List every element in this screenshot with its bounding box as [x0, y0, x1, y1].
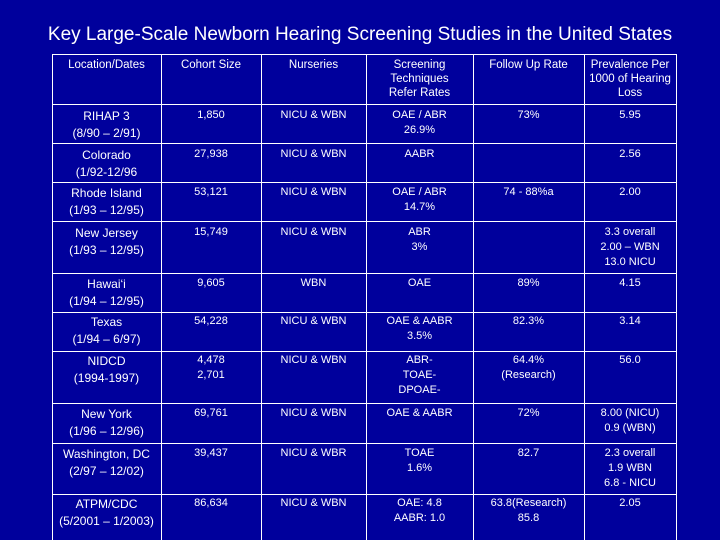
screening-cell-line: ABR-: [406, 354, 433, 366]
screening-cell-line: AABR: 1.0: [393, 512, 446, 524]
screening-cell: [366, 108, 473, 138]
prevalence-cell-line: 56.0: [619, 354, 641, 366]
nurseries-cell-line: NICU & WBN: [280, 407, 347, 419]
cohort-cell-line: 4,478: [197, 354, 225, 366]
prevalence-cell-line: 2.00 – WBN: [600, 241, 660, 253]
nurseries-cell-line: NICU & WBR: [280, 447, 347, 459]
location-cell: [52, 185, 161, 219]
prevalence-cell: [584, 446, 676, 491]
location-cell: [52, 147, 161, 181]
cohort-cell: [161, 185, 261, 200]
screening-cell-line: OAE: 4.8: [397, 497, 442, 509]
followup-cell: [473, 353, 584, 383]
table-row-divider: [52, 143, 676, 144]
screening-cell: [366, 353, 473, 398]
prevalence-cell: [584, 276, 676, 291]
cohort-cell: [161, 276, 261, 291]
header-prevalence: [584, 58, 676, 100]
page-title: Key Large-Scale Newborn Hearing Screening Studies in the United States: [47, 24, 673, 45]
screening-cell-line: OAE & AABR: [386, 407, 453, 419]
prevalence-cell-line: 2.00: [619, 186, 641, 198]
prevalence-cell-line: 4.15: [619, 277, 641, 289]
screening-cell: [366, 406, 473, 421]
cohort-cell: [161, 496, 261, 511]
header-location-line: Location/Dates: [68, 59, 145, 71]
nurseries-cell: [261, 108, 366, 123]
followup-cell-line: 89%: [517, 277, 540, 289]
prevalence-cell: [584, 225, 676, 270]
screening-cell: [366, 225, 473, 255]
cohort-cell: [161, 147, 261, 162]
cohort-cell-line: 39,437: [194, 447, 228, 459]
location-cell-line: (1/94 – 12/95): [69, 294, 144, 308]
location-cell: [52, 406, 161, 440]
location-cell-line: RIHAP 3: [83, 109, 130, 123]
screening-cell-line: OAE / ABR: [392, 109, 447, 121]
prevalence-cell-line: 2.05: [619, 497, 641, 509]
location-cell: [52, 496, 161, 530]
nurseries-cell: [261, 276, 366, 291]
nurseries-cell-line: NICU & WBN: [280, 148, 347, 160]
followup-cell: [473, 108, 584, 123]
location-cell-line: Texas: [90, 315, 123, 329]
header-screening-line: Refer Rates: [388, 87, 451, 99]
nurseries-cell: [261, 225, 366, 240]
table-row-divider: [52, 443, 676, 444]
prevalence-cell: [584, 185, 676, 200]
screening-cell-line: 14.7%: [403, 201, 436, 213]
table-column-divider: [473, 54, 474, 540]
screening-cell-line: OAE / ABR: [392, 186, 447, 198]
screening-cell-line: 1.6%: [406, 462, 433, 474]
prevalence-cell-line: 0.9 (WBN): [604, 422, 656, 434]
location-cell-line: (1/94 – 6/97): [72, 332, 141, 346]
screening-cell-line: DPOAE-: [398, 384, 441, 396]
nurseries-cell-line: NICU & WBN: [280, 226, 347, 238]
cohort-cell-line: 15,749: [194, 226, 228, 238]
prevalence-cell: [584, 314, 676, 329]
screening-cell: [366, 276, 473, 291]
header-location: [52, 58, 161, 72]
location-cell-line: (1994-1997): [73, 371, 140, 385]
cohort-cell-line: 53,121: [194, 186, 228, 198]
cohort-cell: [161, 446, 261, 461]
followup-cell-line: 82.7: [517, 447, 540, 459]
table-row-divider: [52, 104, 676, 105]
followup-cell: [473, 406, 584, 421]
location-cell-line: (1/93 – 12/95): [69, 243, 144, 257]
table-row-divider: [52, 351, 676, 352]
header-screening-line: Techniques: [390, 73, 449, 85]
followup-cell-line: (Research): [501, 369, 556, 381]
table-row-divider: [52, 403, 676, 404]
location-cell: [52, 276, 161, 310]
cohort-cell-line: 86,634: [194, 497, 228, 509]
nurseries-cell: [261, 406, 366, 421]
cohort-cell-line: 1,850: [197, 109, 225, 121]
cohort-cell-line: 69,761: [194, 407, 228, 419]
location-cell: [52, 314, 161, 348]
cohort-cell: [161, 314, 261, 329]
nurseries-cell: [261, 353, 366, 368]
header-cohort-size: [161, 58, 261, 72]
prevalence-cell-line: 2.3 overall: [604, 447, 656, 459]
prevalence-cell: [584, 147, 676, 162]
nurseries-cell: [261, 314, 366, 329]
table-row-divider: [52, 494, 676, 495]
header-follow-up: [473, 58, 584, 72]
location-cell-line: Rhode Island: [71, 186, 142, 200]
prevalence-cell-line: 1.9 WBN: [607, 462, 652, 474]
prevalence-cell: [584, 496, 676, 511]
followup-cell: [473, 276, 584, 291]
table-column-divider: [676, 54, 677, 540]
header-screening: [366, 58, 473, 100]
nurseries-cell-line: WBN: [300, 277, 327, 289]
table-row-divider: [52, 273, 676, 274]
nurseries-cell: [261, 446, 366, 461]
prevalence-cell: [584, 108, 676, 123]
header-prevalence-line: 1000 of Hearing: [589, 73, 671, 85]
screening-cell-line: OAE & AABR: [386, 315, 453, 327]
location-cell: [52, 446, 161, 480]
location-cell-line: (2/97 – 12/02): [69, 464, 144, 478]
screening-cell-line: 26.9%: [403, 124, 436, 136]
header-follow-up-line: Follow Up Rate: [489, 59, 568, 71]
location-cell-line: New Jersey: [75, 226, 138, 240]
screening-cell-line: OAE: [407, 277, 432, 289]
header-nurseries: [261, 58, 366, 72]
prevalence-cell-line: 13.0 NICU: [604, 256, 656, 268]
header-screening-line: Screening: [393, 59, 446, 71]
location-cell: [52, 108, 161, 142]
followup-cell-line: 85.8: [517, 512, 540, 524]
screening-cell: [366, 185, 473, 215]
nurseries-cell-line: NICU & WBN: [280, 315, 347, 327]
nurseries-cell: [261, 185, 366, 200]
cohort-cell-line: 9,605: [197, 277, 225, 289]
screening-cell-line: 3%: [411, 241, 428, 253]
table-row-divider: [52, 182, 676, 183]
location-cell: [52, 353, 161, 387]
header-nurseries-line: Nurseries: [288, 59, 339, 71]
location-cell: [52, 225, 161, 259]
cohort-cell-line: 2,701: [197, 369, 225, 381]
location-cell-line: New York: [81, 407, 132, 421]
location-cell-line: (1/92-12/96: [75, 165, 138, 179]
table-column-divider: [261, 54, 262, 540]
header-prevalence-line: Prevalence Per: [590, 59, 670, 71]
nurseries-cell: [261, 147, 366, 162]
screening-cell-line: TOAE-: [402, 369, 437, 381]
nurseries-cell-line: NICU & WBN: [280, 354, 347, 366]
prevalence-cell-line: 6.8 - NICU: [604, 477, 656, 489]
cohort-cell: [161, 353, 261, 383]
followup-cell: [473, 314, 584, 329]
prevalence-cell: [584, 353, 676, 368]
location-cell-line: Colorado: [82, 148, 131, 162]
location-cell-line: Washington, DC: [63, 447, 150, 461]
location-cell-line: NIDCD: [87, 354, 126, 368]
nurseries-cell-line: NICU & WBN: [280, 497, 347, 509]
location-cell-line: (1/96 – 12/96): [69, 424, 144, 438]
table-row-divider: [52, 221, 676, 222]
cohort-cell: [161, 225, 261, 240]
location-cell-line: ATPM/CDC: [75, 497, 138, 511]
location-cell-line: (5/2001 – 1/2003): [59, 514, 154, 528]
followup-cell-line: 72%: [517, 407, 540, 419]
table-row-divider: [52, 312, 676, 313]
location-cell-line: Hawai‘i: [87, 277, 126, 291]
prevalence-cell-line: 3.3 overall: [604, 226, 656, 238]
header-prevalence-line: Loss: [617, 87, 643, 99]
table-column-divider: [161, 54, 162, 540]
screening-cell-line: TOAE: [404, 447, 435, 459]
followup-cell-line: 64.4%: [512, 354, 545, 366]
table-row-divider: [52, 54, 676, 55]
screening-cell: [366, 496, 473, 526]
cohort-cell-line: 27,938: [194, 148, 228, 160]
cohort-cell: [161, 406, 261, 421]
followup-cell: [473, 496, 584, 526]
location-cell-line: (8/90 – 2/91): [72, 126, 141, 140]
followup-cell: [473, 185, 584, 200]
followup-cell-line: 73%: [517, 109, 540, 121]
header-cohort-size-line: Cohort Size: [180, 59, 242, 71]
location-cell-line: (1/93 – 12/95): [69, 203, 144, 217]
prevalence-cell-line: 8.00 (NICU): [600, 407, 660, 419]
followup-cell-line: 82.3%: [512, 315, 545, 327]
prevalence-cell: [584, 406, 676, 436]
screening-cell: [366, 314, 473, 344]
cohort-cell: [161, 108, 261, 123]
screening-cell: [366, 446, 473, 476]
screening-cell-line: 3.5%: [406, 330, 433, 342]
followup-cell-line: 74 - 88%a: [503, 186, 554, 198]
screening-cell-line: AABR: [404, 148, 435, 160]
screening-cell: [366, 147, 473, 162]
prevalence-cell-line: 2.56: [619, 148, 641, 160]
prevalence-cell-line: 5.95: [619, 109, 641, 121]
nurseries-cell-line: NICU & WBN: [280, 186, 347, 198]
nurseries-cell: [261, 496, 366, 511]
prevalence-cell-line: 3.14: [619, 315, 641, 327]
followup-cell-line: 63.8(Research): [490, 497, 567, 509]
followup-cell: [473, 446, 584, 461]
screening-cell-line: ABR: [408, 226, 431, 238]
cohort-cell-line: 54,228: [194, 315, 228, 327]
nurseries-cell-line: NICU & WBN: [280, 109, 347, 121]
